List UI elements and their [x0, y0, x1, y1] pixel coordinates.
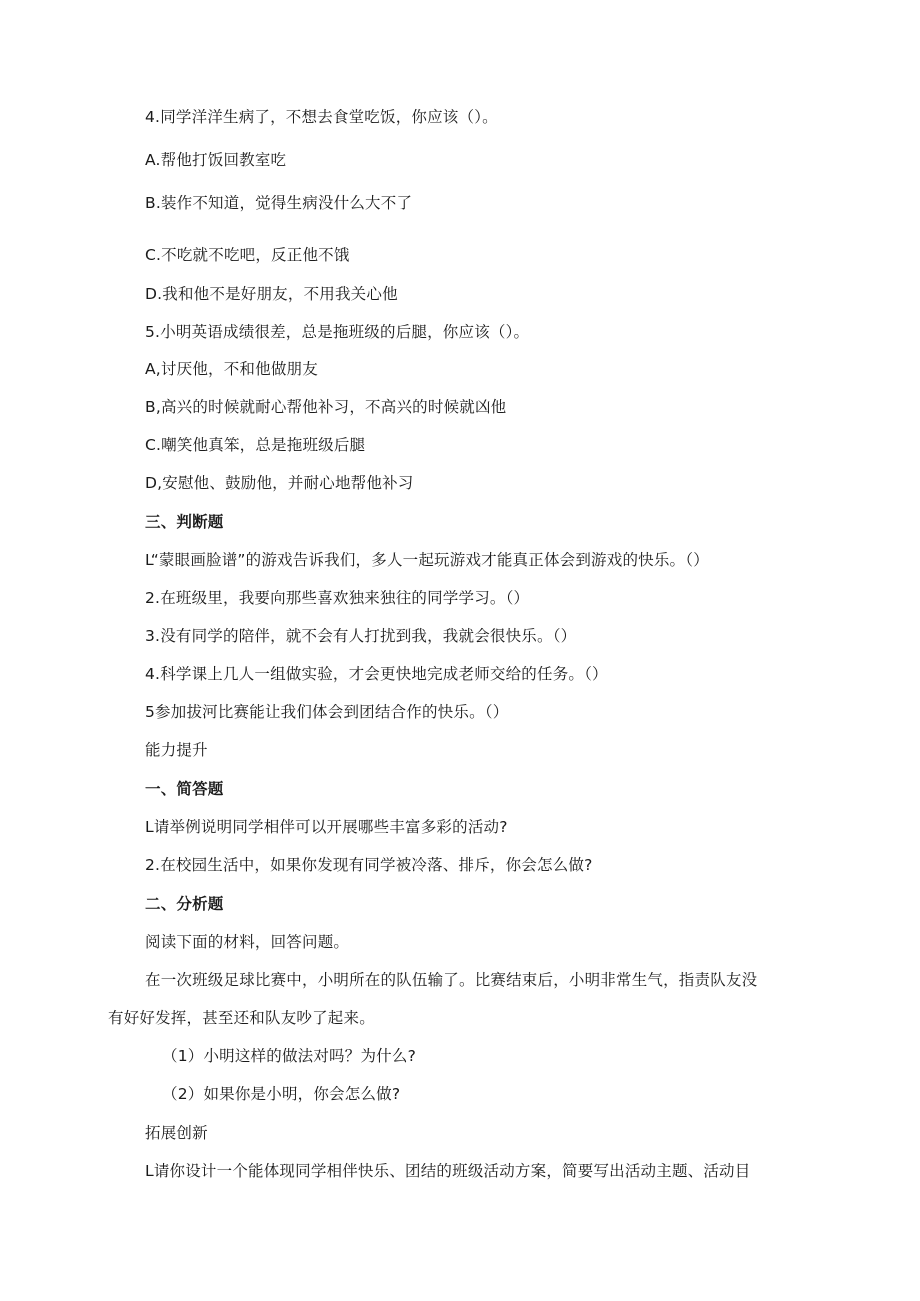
question-4-stem: 4.同学洋洋生病了，不想去食堂吃饭，你应该（）。: [145, 108, 498, 126]
analysis-question-2: （2）如果你是小明，你会怎么做?: [162, 1085, 401, 1103]
question-4-option-a: A.帮他打饭回教室吃: [145, 151, 287, 169]
question-4-option-b: B.装作不知道，觉得生病没什么大不了: [145, 194, 413, 212]
judge-item-4: 4.科学课上几人一组做实验，才会更快地完成老师交给的任务。（）: [145, 665, 608, 683]
analysis-heading: 二、分析题: [145, 895, 224, 913]
question-5-option-a: A,讨厌他，不和他做朋友: [145, 360, 318, 378]
judge-item-1: L“蒙眼画脸谱”的游戏告诉我们，多人一起玩游戏才能真正体会到游戏的快乐。（）: [145, 551, 709, 569]
question-4-option-d: D.我和他不是好朋友，不用我关心他: [145, 285, 398, 303]
judge-section-heading: 三、判断题: [145, 513, 224, 531]
question-5-option-b: B,高兴的时候就耐心帮他补习，不高兴的时候就凶他: [145, 398, 507, 416]
analysis-intro: 阅读下面的材料，回答问题。: [145, 933, 350, 951]
extend-heading: 拓展创新: [145, 1124, 208, 1142]
short-answer-heading: 一、简答题: [145, 780, 224, 798]
question-5-option-d: D,安慰他、鼓励他，并耐心地帮他补习: [145, 474, 414, 492]
judge-item-3: 3.没有同学的陪伴，就不会有人打扰到我，我就会很快乐。（）: [145, 627, 577, 645]
judge-item-2: 2.在班级里，我要向那些喜欢独来独往的同学学习。（）: [145, 589, 530, 607]
analysis-paragraph-line-2: 有好好发挥，甚至还和队友吵了起来。: [108, 1009, 375, 1027]
short-answer-item-1: L请举例说明同学相伴可以开展哪些丰富多彩的活动?: [145, 818, 508, 836]
analysis-question-1: （1）小明这样的做法对吗？为什么?: [162, 1047, 416, 1065]
ability-heading: 能力提升: [145, 741, 208, 759]
analysis-paragraph-line-1: 在一次班级足球比赛中，小明所在的队伍输了。比赛结束后，小明非常生气，指责队友没: [145, 971, 758, 989]
extend-item-1: L请你设计一个能体现同学相伴快乐、团结的班级活动方案，简要写出活动主题、活动目: [145, 1162, 751, 1180]
judge-item-5: 5参加拔河比赛能让我们体会到团结合作的快乐。（）: [145, 703, 509, 721]
question-5-option-c: C.嘲笑他真笨，总是拖班级后腿: [145, 436, 366, 454]
question-5-stem: 5.小明英语成绩很差，总是拖班级的后腿，你应该（）。: [145, 323, 530, 341]
question-4-option-c: C.不吃就不吃吧，反正他不饿: [145, 246, 350, 264]
short-answer-item-2: 2.在校园生活中，如果你发现有同学被冷落、排斥，你会怎么做?: [145, 856, 593, 874]
